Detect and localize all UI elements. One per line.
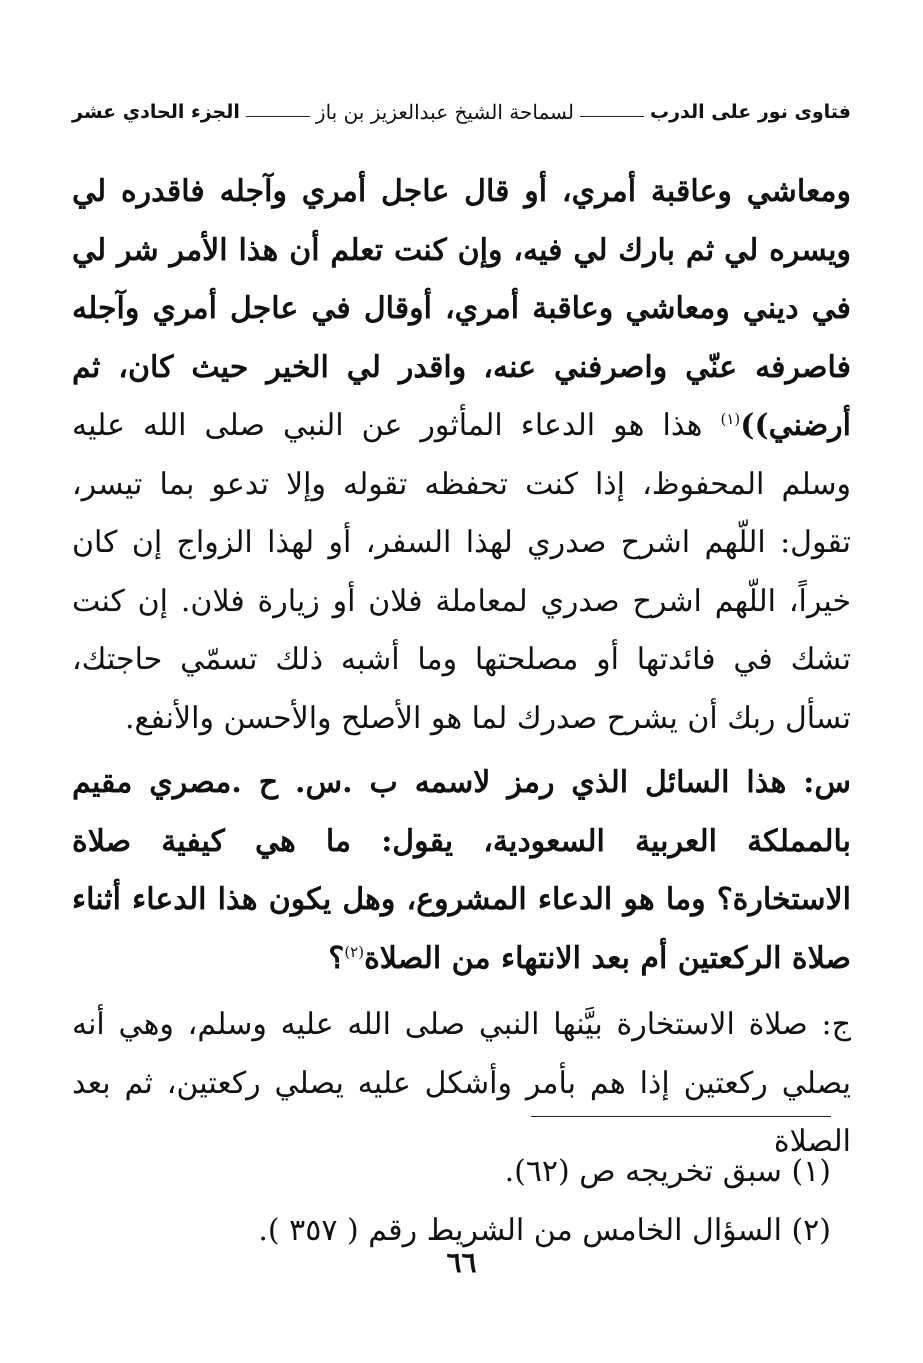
footnote-1: (١) سبق تخريجه ص (٦٢).	[504, 1154, 831, 1189]
hadith-line-3: وعاقبة أمري، أوقال في عاجل أمري وآجله فاصرفه عنّي واصرفني عنه،	[72, 291, 851, 385]
footnote-marker-1: (١)	[720, 410, 741, 428]
paragraph-continuation	[72, 163, 851, 748]
header-author: لسماحة الشيخ عبدالعزيز بن باز	[315, 100, 574, 124]
answer-text: صلاة الاستخارة بيَّنها النبي صلى الله عليه وسلم، وهي أنه يصلي ركعتين إذا هم بأمر وأشكل عليه يصلي ركعتين، ثم بعد الصلاة	[72, 1007, 851, 1159]
main-text	[72, 163, 851, 1172]
paragraph-commentary: هذا هو الدعاء المأثور عن النبي صلى الله عليه وسلم المحفوظ، إذا كنت تحفظه تقوله وإلا تدعو بما تيسر، تقول: اللّهم اشرح صدري لهذا السفر، أو لهذا الزواج إن كان خيراً، اللّهم اشرح صدري لمعاملة فلان أو زيارة فلان. إن كنت تشك في فائدتها أو مصلحتها وما أشبه ذلك تسمّي حاجتك، تسأل ربك أن يشرح صدرك لما هو الأصلح والأحسن والأنفع.	[72, 408, 851, 736]
question-text: هذا السائل الذي رمز لاسمه ب .س. ح .مصري مقيم بالمملكة العربية السعودية، يقول: ما هي كيفية صلاة الاستخارة؟ وما هو الدعاء المشروع، وهل يكون هذا الدعاء أثناء صلاة الركعتين أم بعد الانتهاء من الصلاة	[72, 765, 851, 976]
footnote-separator	[531, 1116, 831, 1117]
header-rule	[246, 116, 310, 117]
hadith-line-1: ومعاشي وعاقبة أمري، أو قال عاجل أمري وآجله فاقدره لي ويسره لي	[72, 174, 852, 268]
hadith-line-4: واقدر لي الخير حيث كان، ثم أرضني))	[72, 349, 851, 443]
running-header	[72, 92, 851, 132]
question-mark: ؟	[328, 940, 345, 976]
hadith-line-2: ثم بارك لي فيه، وإن كنت تعلم أن هذا الأمر شر لي في ديني ومعاشي	[72, 232, 851, 326]
footnotes	[72, 1143, 831, 1260]
header-series-title: فتاوى نور على الدرب	[650, 101, 851, 123]
footnote-marker-2: (٢)	[344, 942, 365, 961]
question-paragraph	[72, 754, 851, 988]
question-label: س:	[803, 765, 851, 800]
header-volume: الجزء الحادي عشر	[72, 101, 240, 123]
header-rule	[580, 116, 644, 117]
footnote-2: (٢) السؤال الخامس من الشريط رقم ( ٣٥٧ ).	[258, 1212, 831, 1248]
answer-label: ج:	[821, 1007, 851, 1042]
page-number: ٦٦	[446, 1246, 477, 1279]
